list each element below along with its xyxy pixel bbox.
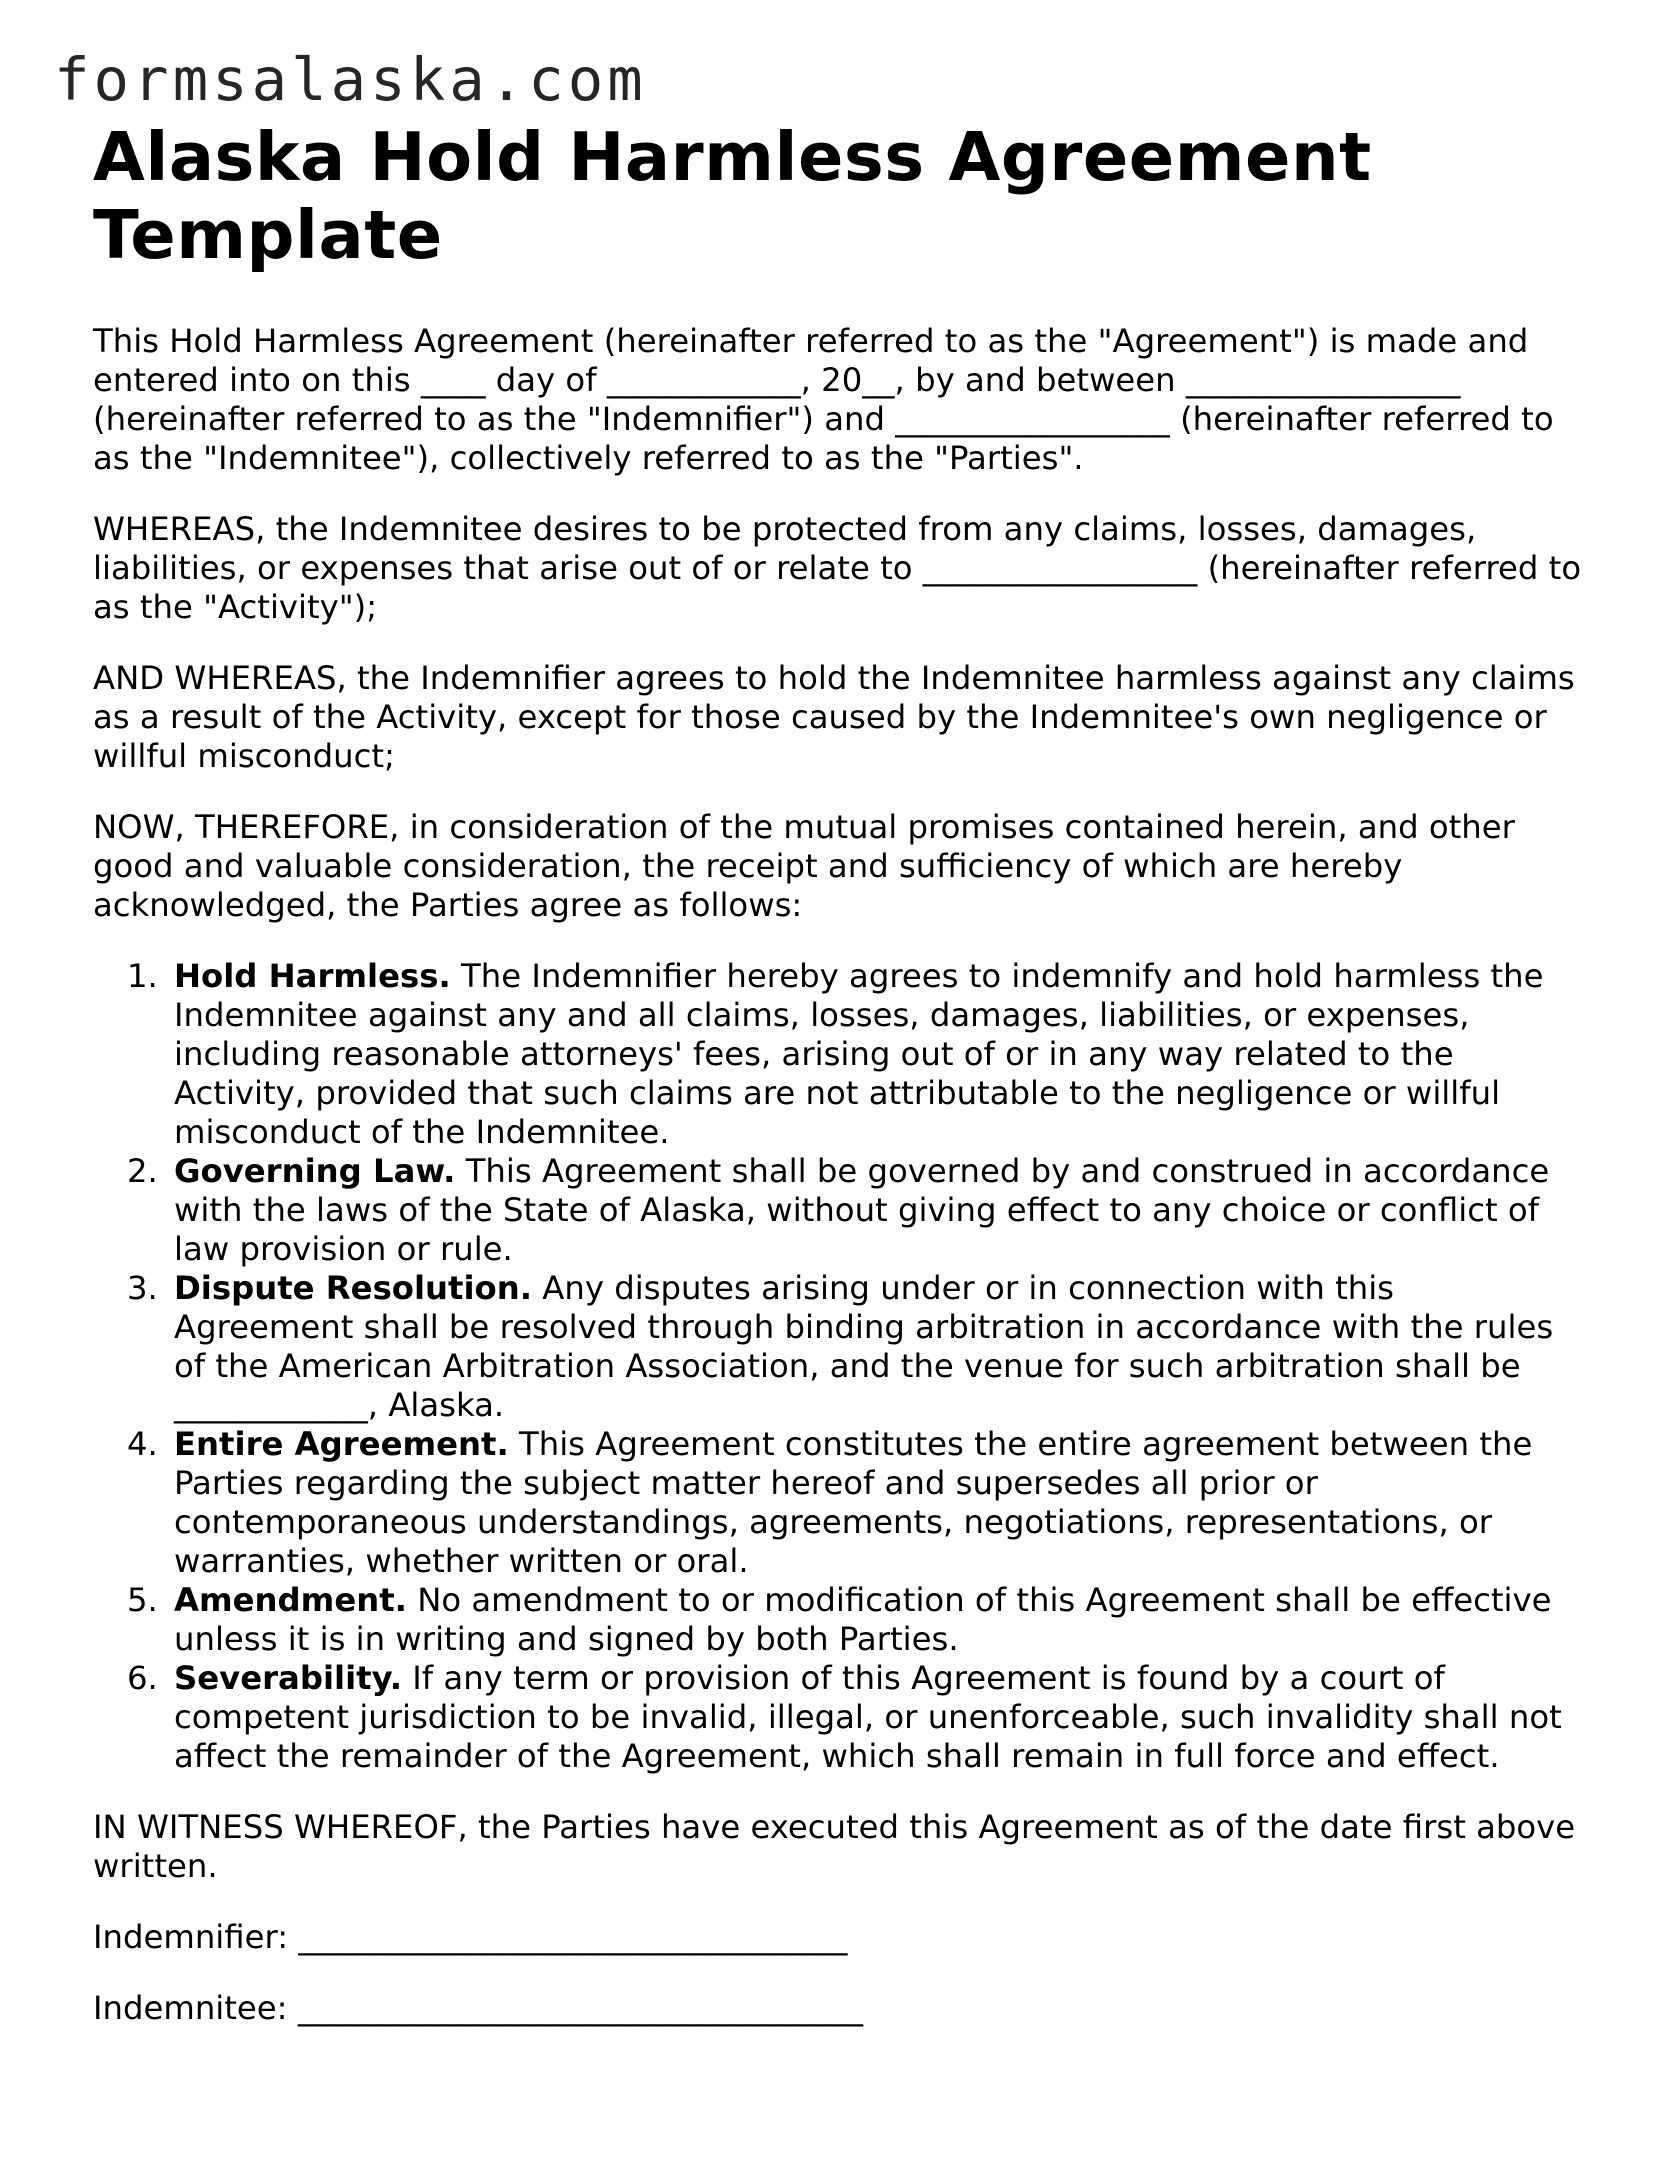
agreement-document (93, 118, 1583, 2028)
clause-heading: Severability. (174, 1659, 402, 1697)
whereas-paragraph: WHEREAS, the Indemnitee desires to be protected from any claims, losses, damages, liabilities, or expenses that arise out of or relate to _________________ (hereinafter referred to as the "Activity"); (93, 510, 1582, 626)
indemnitee-signature-line: Indemnitee: ___________________________________ (93, 1989, 864, 2027)
clause-text: The Indemnifier hereby agrees to indemnify and hold harmless the Indemnitee against any and all claims, losses, damages, liabilities, or expenses, including reasonable attorneys' fees, arising out of or in any way related to the Activity, provided that such claims are not attributable to the negligence or willful misconduct of the Indemnitee. (174, 957, 1544, 1151)
clause-number: 4. (127, 1425, 158, 1463)
clause-heading: Dispute Resolution. (174, 1269, 533, 1307)
clause-heading: Entire Agreement. (174, 1425, 509, 1463)
clause-item (127, 1269, 1583, 1425)
and-whereas-paragraph: AND WHEREAS, the Indemnifier agrees to hold the Indemnitee harmless against any claims as a result of the Activity, except for those caused by the Indemnitee's own negligence or willful misconduct; (93, 659, 1575, 775)
clause-number: 1. (127, 957, 158, 995)
site-watermark: formsalaska.com (54, 45, 647, 114)
intro-paragraph: This Hold Harmless Agreement (hereinafter referred to as the "Agreement") is made and entered into on this ____ day of ____________, 20__, by and between _________________ (hereinafter referred to as the "Indemnifier") and _________________ (hereinafter referred to as the "Indemnitee"), collectively referred to as the "Parties". (93, 322, 1554, 477)
clause-number: 3. (127, 1269, 158, 1307)
clause-number: 5. (127, 1581, 158, 1619)
indemnifier-signature-line: Indemnifier: __________________________________ (93, 1918, 848, 1956)
clause-item (127, 1425, 1583, 1581)
clause-number: 6. (127, 1659, 158, 1697)
witness-paragraph: IN WITNESS WHEREOF, the Parties have executed this Agreement as of the date first above written. (93, 1808, 1576, 1885)
clause-item (127, 1581, 1583, 1659)
clause-heading: Amendment. (174, 1581, 407, 1619)
clause-item (127, 957, 1583, 1152)
document-title: Alaska Hold Harmless Agreement Template (93, 118, 1372, 274)
clause-text: No amendment to or modification of this Agreement shall be effective unless it is in writing and signed by both Parties. (174, 1581, 1552, 1658)
clause-number: 2. (127, 1152, 158, 1190)
clause-text: This Agreement shall be governed by and construed in accordance with the laws of the State of Alaska, without giving effect to any choice or conflict of law provision or rule. (174, 1152, 1550, 1268)
clause-item (127, 1659, 1583, 1776)
clause-text: If any term or provision of this Agreement is found by a court of competent jurisdiction to be invalid, illegal, or unenforceable, such invalidity shall not affect the remainder of the Agreement, which shall remain in full force and effect. (174, 1659, 1562, 1775)
clause-text: Any disputes arising under or in connection with this Agreement shall be resolved through binding arbitration in accordance with the rules of the American Arbitration Association, and the venue for such arbitration shall be ____________, Alaska. (174, 1269, 1554, 1424)
clause-item (127, 1152, 1583, 1269)
now-therefore-paragraph: NOW, THEREFORE, in consideration of the mutual promises contained herein, and other good and valuable consideration, the receipt and sufficiency of which are hereby acknowledged, the Parties agree as follows: (93, 808, 1515, 924)
clause-list (93, 957, 1583, 1776)
clause-text: This Agreement constitutes the entire agreement between the Parties regarding the subject matter hereof and supersedes all prior or contemporaneous understandings, agreements, negotiations, representations, or warranties, whether written or oral. (174, 1425, 1533, 1580)
clause-heading: Governing Law. (174, 1152, 456, 1190)
clause-heading: Hold Harmless. (174, 957, 451, 995)
